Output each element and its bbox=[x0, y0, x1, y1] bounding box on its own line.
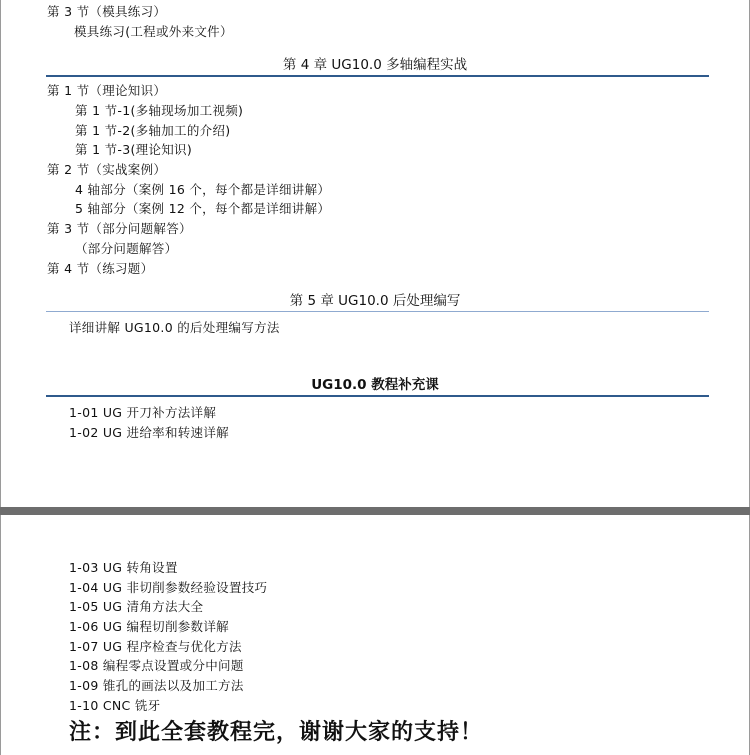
chapter-rule bbox=[46, 75, 709, 77]
page-separator bbox=[0, 507, 750, 515]
section-item: 第 1 节-3(理论知识) bbox=[75, 142, 193, 157]
section-item: 详细讲解 UG10.0 的后处理编写方法 bbox=[69, 320, 280, 335]
chapter-title: 第 4 章 UG10.0 多轴编程实战 bbox=[282, 57, 468, 73]
section-item: 5 轴部分（案例 12 个，每个都是详细讲解） bbox=[75, 201, 331, 216]
list-item: 1-10 CNC 铣牙 bbox=[69, 698, 161, 713]
section-heading: 第 2 节（实战案例） bbox=[47, 162, 167, 177]
list-item: 1-04 UG 非切削参数经验设置技巧 bbox=[69, 580, 268, 595]
list-item: 1-02 UG 进给率和转速详解 bbox=[69, 425, 229, 440]
section-heading: 第 4 节（练习题） bbox=[47, 261, 154, 276]
section-item: 第 1 节-2(多轴加工的介绍) bbox=[75, 123, 231, 138]
section-item: （部分问题解答） bbox=[75, 241, 178, 256]
section-heading: 第 3 节（模具练习） bbox=[47, 4, 167, 19]
closing-note: 注：到此全套教程完，谢谢大家的支持！ bbox=[69, 720, 484, 745]
section-heading: 第 3 节（部分问题解答） bbox=[47, 221, 192, 236]
section-heading: 第 1 节（理论知识） bbox=[47, 83, 167, 98]
list-item: 1-03 UG 转角设置 bbox=[69, 560, 178, 575]
list-item: 1-09 锥孔的画法以及加工方法 bbox=[69, 678, 244, 693]
list-item: 1-07 UG 程序检查与优化方法 bbox=[69, 639, 242, 654]
document-page-2 bbox=[0, 515, 750, 755]
list-item: 1-08 编程零点设置或分中问题 bbox=[69, 658, 244, 673]
list-item: 1-01 UG 开刀补方法详解 bbox=[69, 405, 217, 420]
chapter-rule bbox=[46, 311, 709, 312]
section-item: 模具练习(工程或外来文件） bbox=[74, 24, 233, 39]
section-item: 4 轴部分（案例 16 个，每个都是详细讲解） bbox=[75, 182, 331, 197]
supplement-title: UG10.0 教程补充课 bbox=[311, 377, 439, 393]
list-item: 1-06 UG 编程切削参数详解 bbox=[69, 619, 229, 634]
chapter-title: 第 5 章 UG10.0 后处理编写 bbox=[289, 293, 461, 309]
supplement-rule bbox=[46, 395, 709, 397]
list-item: 1-05 UG 清角方法大全 bbox=[69, 599, 204, 614]
section-item: 第 1 节-1(多轴现场加工视频) bbox=[75, 103, 244, 118]
